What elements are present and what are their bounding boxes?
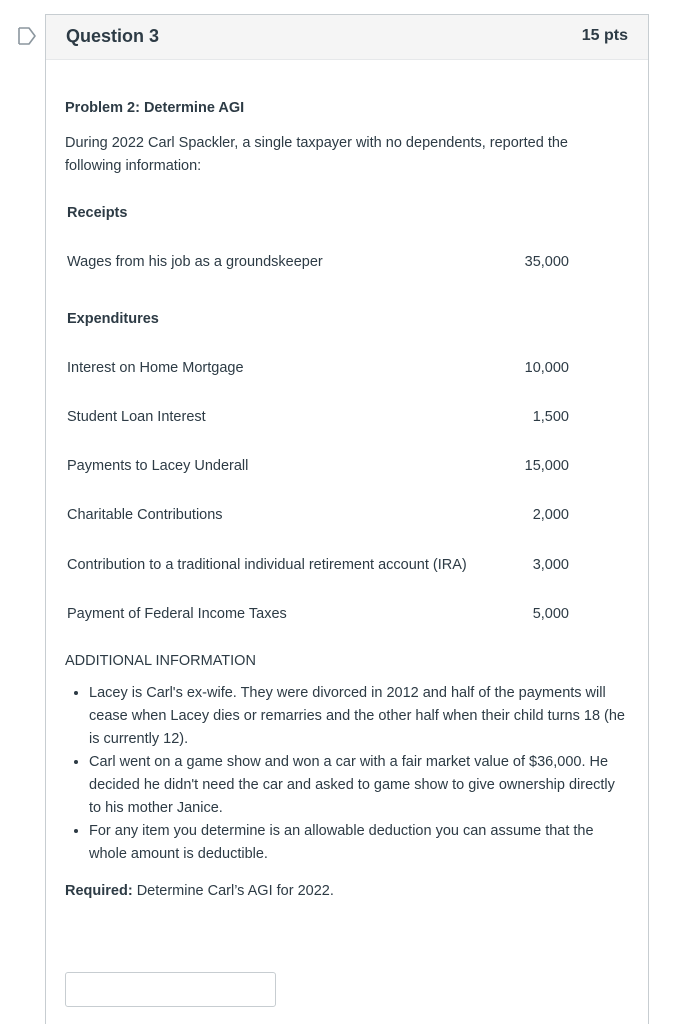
- expenditure-amount: 10,000: [524, 360, 569, 376]
- flag-question-icon[interactable]: [17, 27, 37, 45]
- question-points: 15 pts: [581, 27, 628, 44]
- additional-info-list: [65, 682, 629, 866]
- question-header: [46, 15, 648, 60]
- problem-intro: During 2022 Carl Spackler, a single taxpayer with no dependents, reported the following information:: [65, 135, 568, 174]
- problem-heading: Problem 2: Determine AGI: [65, 100, 245, 116]
- expenditure-label: Interest on Home Mortgage: [67, 360, 244, 376]
- list-item: • Carl went on a game show and won a car with a fair market value of $36,000. He decided he didn't need the car and asked to game show to give ownership directly to his mother Janice.: [89, 751, 629, 820]
- additional-info-heading: ADDITIONAL INFORMATION: [65, 653, 256, 669]
- receipts-heading: Receipts: [67, 205, 128, 221]
- expenditure-label: Student Loan Interest: [67, 409, 206, 425]
- expenditures-heading: Expenditures: [67, 311, 159, 327]
- expenditure-label: Payments to Lacey Underall: [67, 458, 249, 474]
- question-title: Question 3: [66, 26, 160, 46]
- required-label: Required:: [65, 883, 133, 899]
- expenditure-amount: 3,000: [532, 557, 569, 573]
- expenditure-amount: 15,000: [524, 458, 569, 474]
- list-item: • Lacey is Carl's ex-wife. They were divorced in 2012 and half of the payments will cease when Lacey dies or remarries and the other half when their child turns 18 (he is currently 12).: [89, 682, 629, 751]
- expenditure-label: Payment of Federal Income Taxes: [67, 606, 287, 622]
- expenditure-label: Contribution to a traditional individual retirement account (IRA): [67, 557, 467, 573]
- answer-input[interactable]: [65, 972, 276, 1007]
- required-text: Determine Carl’s AGI for 2022.: [136, 883, 334, 899]
- list-item: • For any item you determine is an allowable deduction you can assume that the whole amount is deductible.: [89, 820, 629, 866]
- expenditure-amount: 2,000: [532, 507, 569, 523]
- expenditure-amount: 1,500: [532, 409, 569, 425]
- question-card: [45, 14, 649, 1024]
- receipt-label: Wages from his job as a groundskeeper: [67, 254, 323, 270]
- required-line: [65, 883, 334, 899]
- expenditure-label: Charitable Contributions: [67, 507, 223, 523]
- expenditure-amount: 5,000: [532, 606, 569, 622]
- receipt-amount: 35,000: [524, 254, 569, 270]
